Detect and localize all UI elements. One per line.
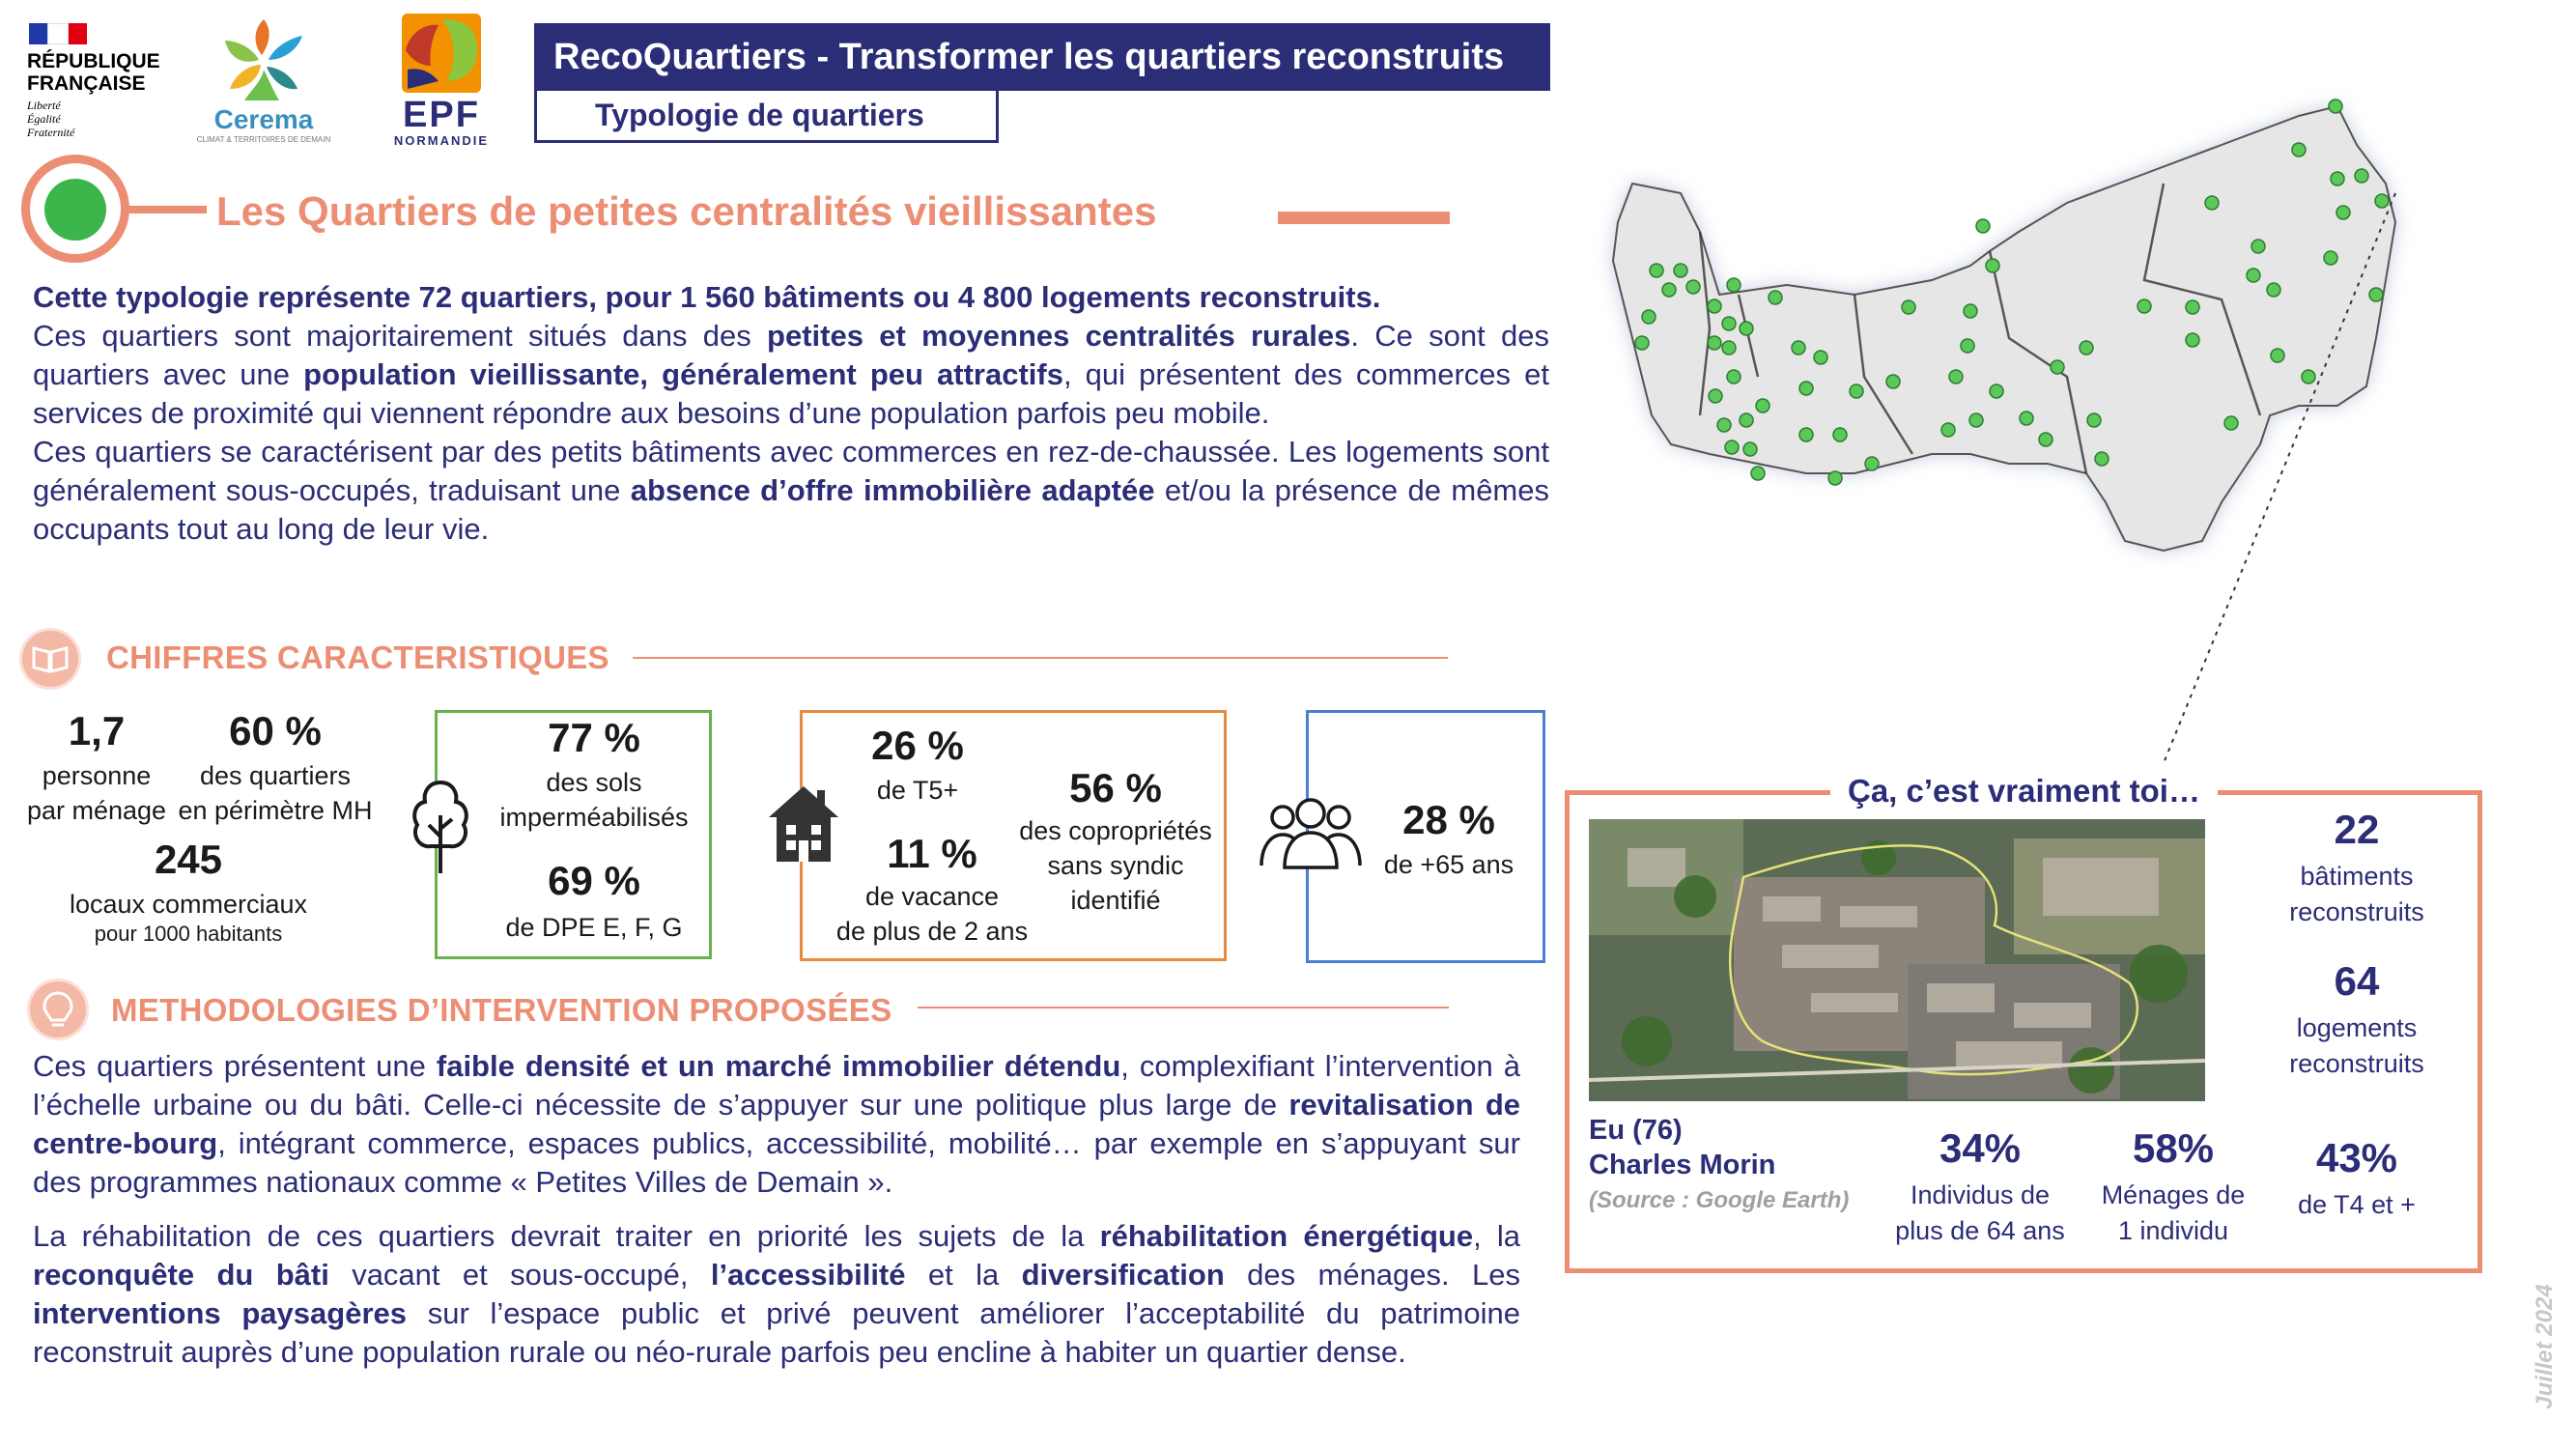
- people-group-icon: [1256, 792, 1366, 869]
- stat-menages: [2077, 1125, 2270, 1249]
- stat-sols: [483, 715, 705, 835]
- stat-menages-label-2: 1 individu: [2117, 1216, 2229, 1245]
- book-icon: [19, 628, 81, 690]
- methodo-text: [33, 1047, 1520, 1372]
- stat-coproprietes: [1005, 765, 1227, 918]
- stat-personne: [10, 708, 184, 828]
- stat-t4-value: 43%: [2315, 1135, 2398, 1180]
- stat-seniors-value: 28 %: [1402, 797, 1495, 842]
- title-connector-line: [127, 206, 207, 213]
- stat-seniors-label: de +65 ans: [1383, 850, 1514, 879]
- stat-mh: [174, 708, 377, 828]
- example-quartier: Charles Morin: [1589, 1150, 1776, 1180]
- stat-individus-value: 34%: [1939, 1125, 2022, 1171]
- page-subtitle: Typologie de quartiers: [534, 91, 999, 143]
- epf-sub: NORMANDIE: [393, 133, 490, 148]
- intro-text: [33, 278, 1549, 549]
- title-end-bar: [1278, 212, 1450, 224]
- stat-batiments: [2260, 807, 2453, 930]
- example-heading: Ça, c’est vraiment toi…: [1830, 773, 2218, 810]
- stat-commerces: [39, 837, 338, 947]
- stat-t5-label: de T5+: [876, 776, 959, 805]
- stat-mh-value: 60 %: [229, 708, 322, 753]
- stat-individus-label-2: plus de 64 ans: [1895, 1216, 2065, 1245]
- republique-francaise-logo: [25, 21, 170, 147]
- stat-vacance-value: 11 %: [887, 831, 977, 876]
- stat-commerces-small: pour 1000 habitants: [94, 922, 283, 946]
- methodo-paragraph-2: La réhabilitation de ces quartiers devrait traiter en priorité les sujets de la réhabilitation énergétique, la reconquête du bâti vacant et sous-occupé, l’accessibilité et la diversification des ménages. Les interventions paysagères sur l’espace public et privé peuvent améliorer l’acceptabilité du patrimoine reconstruit auprès d’une population rurale ou néo-rurale parfois peu encline à habiter un quartier dense.: [33, 1219, 1520, 1369]
- methodo-paragraph-1: Ces quartiers présentent une faible densité et un marché immobilier détendu, complexifiant l’intervention à l’échelle urbaine ou du bâti. Celle-ci nécessite de s’appuyer sur une politique plus large de revitalisation de centre-bourg, intégrant commerce, espaces publics, accessibilité, mobilité… par exemple en s’appuyant sur des programmes nationaux comme « Petites Villes de Demain ».: [33, 1049, 1521, 1199]
- stat-t5-value: 26 %: [871, 723, 964, 768]
- example-source: (Source : Google Earth): [1589, 1187, 1850, 1213]
- stat-vacance-label-2: de plus de 2 ans: [835, 917, 1029, 946]
- stat-logements: [2260, 958, 2453, 1082]
- stat-t5: [831, 723, 1005, 808]
- stat-batiments-label-2: reconstruits: [2289, 897, 2424, 926]
- stat-sols-label-2: imperméabilisés: [499, 803, 689, 832]
- stat-dpe-label: de DPE E, F, G: [505, 913, 683, 942]
- stat-menages-value: 58%: [2132, 1125, 2215, 1171]
- epf-normandie-logo: [379, 12, 504, 147]
- stat-commerces-label: locaux commerciaux: [69, 890, 308, 919]
- stat-seniors: [1357, 797, 1541, 882]
- stat-coproprietes-label-2: sans syndic: [1047, 851, 1184, 880]
- motto-fraternite: Fraternité: [27, 126, 75, 139]
- stat-dpe-value: 69 %: [548, 858, 640, 903]
- cerema-tagline: CLIMAT & TERRITOIRES DE DEMAIN: [196, 135, 331, 144]
- methodo-rule: [918, 1007, 1449, 1009]
- cerema-logo: [186, 12, 341, 147]
- stat-logements-value: 64: [2334, 958, 2380, 1004]
- stat-individus-label-1: Individus de: [1910, 1180, 2051, 1209]
- stat-menages-label-1: Ménages de: [2101, 1180, 2246, 1209]
- chiffres-heading: CHIFFRES CARACTERISTIQUES: [106, 639, 609, 675]
- stat-batiments-value: 22: [2334, 807, 2380, 852]
- normandie-map: [1565, 87, 2569, 782]
- stat-sols-value: 77 %: [548, 715, 640, 760]
- stat-individus: [1874, 1125, 2086, 1249]
- stat-logements-label-2: reconstruits: [2289, 1049, 2424, 1078]
- motto-egalite: Égalité: [27, 112, 61, 126]
- intro-paragraph-2: Ces quartiers se caractérisent par des petits bâtiments avec commerces en rez-de-chaussée. Les logements sont généralement sous-occupés, traduisant une absence d’offre immobilière adaptée et/ou la présence de mêmes occupants tout au long de leur vie.: [33, 435, 1549, 546]
- stat-vacance-label-1: de vacance: [864, 882, 1000, 911]
- stat-personne-label-2: par ménage: [26, 796, 167, 825]
- example-place: Eu (76): [1589, 1115, 1683, 1146]
- cerema-mark-icon: [206, 12, 322, 108]
- epf-mark-icon: [400, 12, 483, 95]
- page-title: RecoQuartiers - Transformer les quartiers reconstruits: [534, 23, 1550, 91]
- republique-line1: RÉPUBLIQUE: [27, 50, 160, 72]
- stat-personne-value: 1,7: [68, 708, 126, 753]
- marianne-flag-icon: [29, 23, 87, 44]
- methodo-heading: METHODOLOGIES D’INTERVENTION PROPOSÉES: [111, 992, 892, 1028]
- cerema-name: Cerema: [213, 104, 314, 134]
- stat-dpe: [483, 858, 705, 945]
- stat-coproprietes-label-1: des copropriétés: [1019, 816, 1212, 845]
- tree-icon: [402, 777, 479, 877]
- typology-green-dot: [44, 179, 106, 241]
- stat-t4-label: de T4 et +: [2298, 1190, 2416, 1219]
- motto-liberte: Liberté: [27, 99, 61, 112]
- stat-batiments-label-1: bâtiments: [2300, 862, 2414, 891]
- stat-coproprietes-label-3: identifié: [1070, 886, 1161, 915]
- publication-date: Juillet 2024: [2532, 1284, 2558, 1409]
- stat-mh-label-1: des quartiers: [199, 761, 352, 790]
- stat-personne-label-1: personne: [42, 761, 152, 790]
- typology-title: Les Quartiers de petites centralités vieillissantes: [216, 188, 1157, 234]
- republique-line2: FRANÇAISE: [27, 72, 146, 95]
- stat-commerces-value: 245: [154, 837, 223, 882]
- aerial-photo: [1589, 819, 2205, 1101]
- epf-name: EPF: [403, 95, 480, 135]
- stat-mh-label-2: en périmètre MH: [178, 796, 373, 825]
- intro-summary: Cette typologie représente 72 quartiers, pour 1 560 bâtiments ou 4 800 logements reconstruits.: [33, 280, 1381, 314]
- stat-t4: [2260, 1135, 2453, 1223]
- stat-coproprietes-value: 56 %: [1069, 765, 1162, 810]
- chiffres-rule: [633, 657, 1448, 659]
- stat-sols-label-1: des sols: [546, 768, 642, 797]
- lightbulb-icon: [27, 979, 89, 1040]
- intro-paragraph-1: Ces quartiers sont majoritairement situés dans des petites et moyennes centralités rurales. Ce sont des quartiers avec une population vieillissante, généralement peu attractifs, qui présentent des commerces et services de proximité qui viennent répondre aux besoins d’une population parfois peu mobile.: [33, 319, 1549, 430]
- stat-logements-label-1: logements: [2296, 1013, 2418, 1042]
